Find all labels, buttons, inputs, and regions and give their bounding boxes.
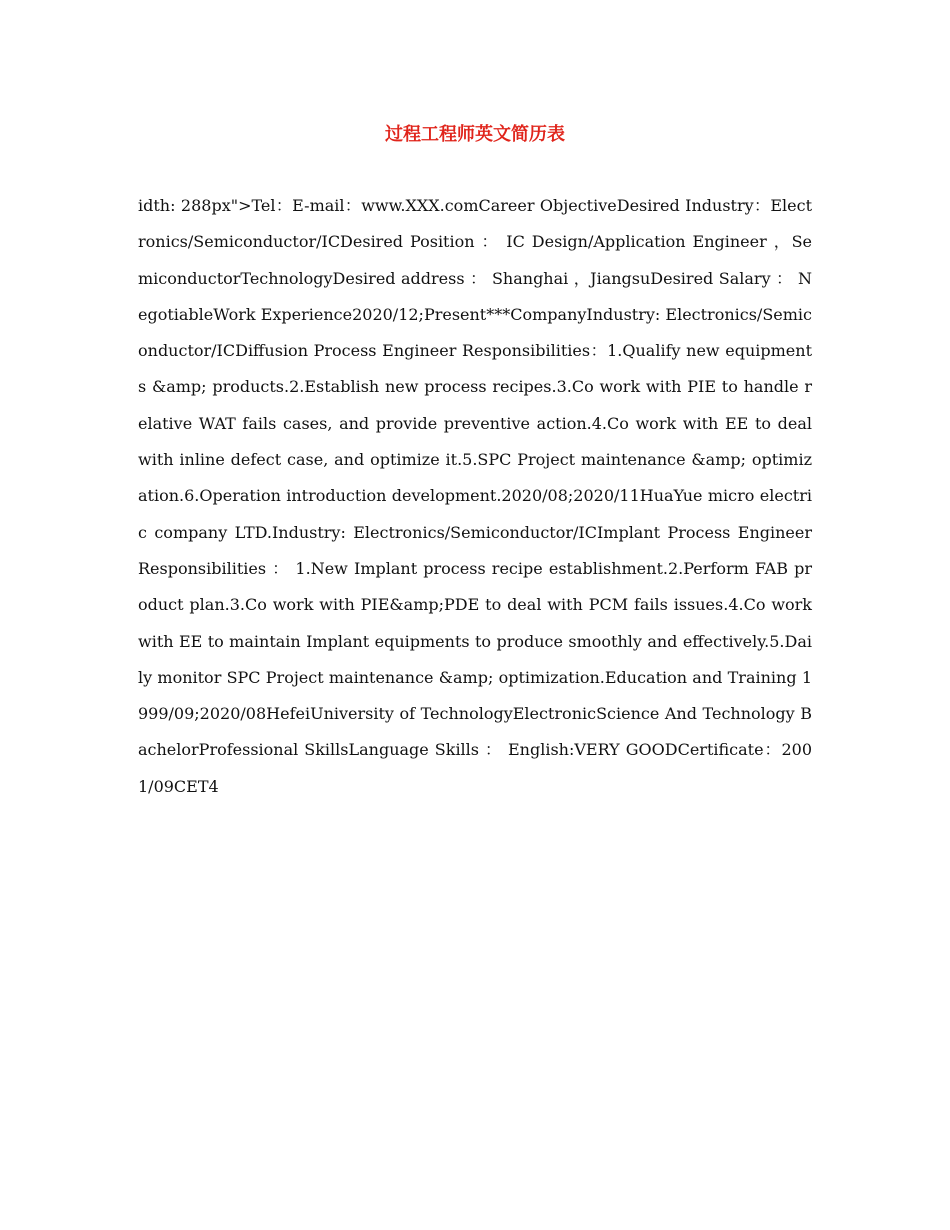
resume-body-text: idth: 288px">Tel：E-mail：www.XXX.comCareer ObjectiveDesired Industry：Electronics/Semiconductor/ICDesired Position ： IC Design/Application Engineer ，SemiconductorTechnologyDesired address ： Shanghai ，JiangsuDesired Salary ： NegotiableWork Experience2020/12;Present***CompanyIndustry: Electronics/Semiconductor/ICDiffusion Process Engineer Responsibilities：1.Qualify new equipments &amp; products.2.Establish new process recipes.3.Co work with PIE to handle relative WAT fails cases, and provide preventive action.4.Co work with EE to deal with inline defect case, and optimize it.5.SPC Project maintenance &amp; optimization.6.Operation introduction development.2020/08;2020/11HuaYue micro electric company LTD.Industry: Electronics/Semiconductor/ICImplant Process Engineer Responsibilities ： 1.New Implant process recipe establishment.2.Perform FAB product plan.3.Co work with PIE&amp;PDE to deal with PCM fails issues.4.Co work with EE to maintain Implant equipments to produce smoothly and effectively.5.Daily monitor SPC Project maintenance &amp; optimization.Education and Training 1999/09;2020/08HefeiUniversity of TechnologyElectronicScience And Technology BachelorProfessional SkillsLanguage Skills ： English:VERY GOODCertificate：2001/09CET4 — [138, 196, 812, 796]
document-title: 过程工程师英文简历表 — [385, 124, 565, 145]
